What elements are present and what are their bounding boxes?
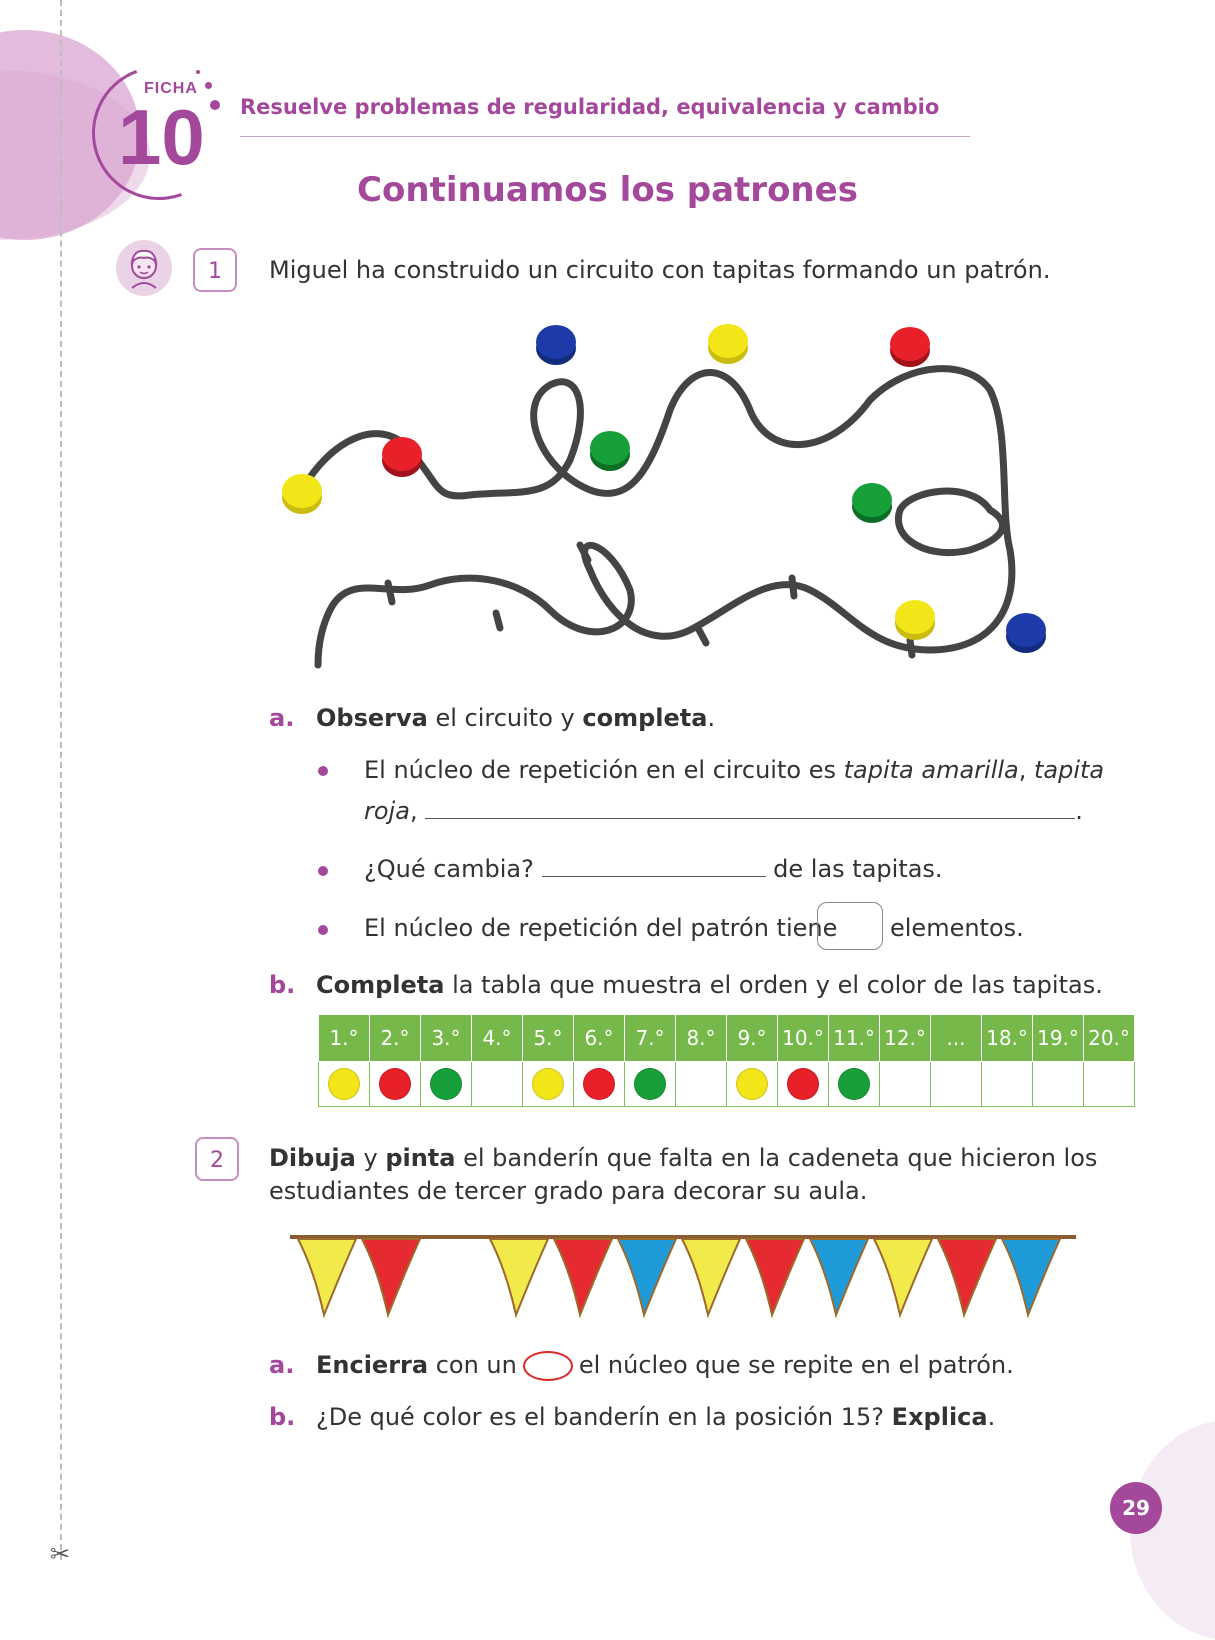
q2-part-b-letter: b. — [269, 1403, 296, 1431]
table-cell-empty[interactable] — [1084, 1062, 1135, 1107]
table-cell-cap — [625, 1062, 676, 1107]
table-cell-cap — [727, 1062, 778, 1107]
scissors-icon: ✂ — [50, 1540, 71, 1568]
question-2-prompt-line-1: Dibuja y pinta el banderín que falta en la cadeneta que hicieron los — [269, 1144, 1098, 1172]
table-cell-cap — [319, 1062, 370, 1107]
part-a-letter: a. — [269, 704, 295, 732]
table-cell-cap — [829, 1062, 880, 1107]
yellow-pennant — [874, 1239, 932, 1315]
decor-dot — [196, 70, 200, 74]
yellow-cap-icon — [736, 1068, 768, 1100]
table-header: 11.° — [829, 1015, 880, 1062]
decor-dot — [205, 82, 212, 89]
question-1-prompt: Miguel ha construido un circuito con tapitas formando un patrón. — [269, 256, 1051, 284]
blue-pennant — [1002, 1239, 1060, 1315]
answer-blank-change[interactable] — [542, 856, 766, 877]
yellow-pennant — [490, 1239, 548, 1315]
table-header: 7.° — [625, 1015, 676, 1062]
red-pennant — [554, 1239, 612, 1315]
student-avatar-icon — [116, 240, 172, 296]
blue-pennant — [618, 1239, 676, 1315]
bullet — [318, 925, 328, 935]
bullet-1-line-1: El núcleo de repetición en el circuito es tapita amarilla, tapita — [364, 756, 1105, 784]
bottle-caps — [282, 324, 1046, 653]
table-cell-empty[interactable] — [880, 1062, 931, 1107]
table-header: 3.° — [421, 1015, 472, 1062]
table-cell-cap — [370, 1062, 421, 1107]
ficha-label: FICHA — [144, 80, 198, 97]
page-number: 29 — [1110, 1482, 1162, 1534]
table-cell-empty[interactable] — [472, 1062, 523, 1107]
red-cap-icon — [787, 1068, 819, 1100]
yellow-pennant — [682, 1239, 740, 1315]
red-circle-icon — [523, 1351, 573, 1381]
table-header: 19.° — [1033, 1015, 1084, 1062]
table-header: 5.° — [523, 1015, 574, 1062]
table-cell-cap — [523, 1062, 574, 1107]
table-header: ... — [931, 1015, 982, 1062]
red-pennant — [746, 1239, 804, 1315]
answer-box-element-count[interactable] — [817, 902, 883, 950]
bullet-3-start: El núcleo de repetición del patrón tiene — [364, 914, 838, 942]
green-cap-icon — [430, 1068, 462, 1100]
question-2-number: 2 — [195, 1137, 239, 1181]
answer-blank-nucleus[interactable] — [425, 798, 1075, 819]
table-header: 4.° — [472, 1015, 523, 1062]
part-b-letter: b. — [269, 971, 296, 999]
table-cell-cap — [421, 1062, 472, 1107]
table-cell-empty[interactable] — [931, 1062, 982, 1107]
bullet — [318, 766, 328, 776]
red-cap-icon — [379, 1068, 411, 1100]
cap-circuit-illustration — [270, 310, 1070, 680]
decor-dot — [210, 100, 220, 110]
table-cell-cap — [778, 1062, 829, 1107]
competency-text: Resuelve problemas de regularidad, equivalencia y cambio — [240, 95, 940, 119]
bullet — [318, 866, 328, 876]
bullet-2: ¿Qué cambia? de las tapitas. — [364, 855, 943, 883]
q2-part-a-letter: a. — [269, 1351, 295, 1379]
table-header: 2.° — [370, 1015, 421, 1062]
ficha-number: 10 — [118, 93, 205, 181]
green-cap-icon — [634, 1068, 666, 1100]
table-header: 18.° — [982, 1015, 1033, 1062]
q2-part-a-instruction: Encierra con un el núcleo que se repite en el patrón. — [316, 1351, 1014, 1379]
page-title: Continuamos los patrones — [357, 170, 858, 210]
yellow-cap-icon — [328, 1068, 360, 1100]
order-color-table — [318, 1014, 1135, 1107]
table-header: 1.° — [319, 1015, 370, 1062]
blue-pennant — [810, 1239, 868, 1315]
question-1-number: 1 — [193, 248, 237, 292]
part-a-instruction: Observa el circuito y completa. — [316, 704, 716, 732]
bunting-illustration — [288, 1230, 1078, 1325]
table-header: 8.° — [676, 1015, 727, 1062]
question-2-prompt-line-2: estudiantes de tercer grado para decorar su aula. — [269, 1177, 868, 1205]
red-pennant — [938, 1239, 996, 1315]
bullet-1-line-2: roja, . — [364, 797, 1083, 825]
yellow-cap-icon — [532, 1068, 564, 1100]
table-header: 20.° — [1084, 1015, 1135, 1062]
table-header: 10.° — [778, 1015, 829, 1062]
red-cap-icon — [583, 1068, 615, 1100]
header-divider — [240, 136, 970, 137]
yellow-pennant — [298, 1239, 356, 1315]
green-cap-icon — [838, 1068, 870, 1100]
table-header: 12.° — [880, 1015, 931, 1062]
part-b-instruction: Completa la tabla que muestra el orden y el color de las tapitas. — [316, 971, 1103, 999]
table-cell-empty[interactable] — [982, 1062, 1033, 1107]
table-cell-empty[interactable] — [676, 1062, 727, 1107]
bullet-3-end: elementos. — [890, 914, 1024, 942]
table-header: 9.° — [727, 1015, 778, 1062]
table-header: 6.° — [574, 1015, 625, 1062]
q2-part-b-question: ¿De qué color es el banderín en la posición 15? Explica. — [316, 1403, 996, 1431]
cut-line — [60, 0, 62, 1560]
table-cell-empty[interactable] — [1033, 1062, 1084, 1107]
table-cell-cap — [574, 1062, 625, 1107]
red-pennant — [362, 1239, 420, 1315]
